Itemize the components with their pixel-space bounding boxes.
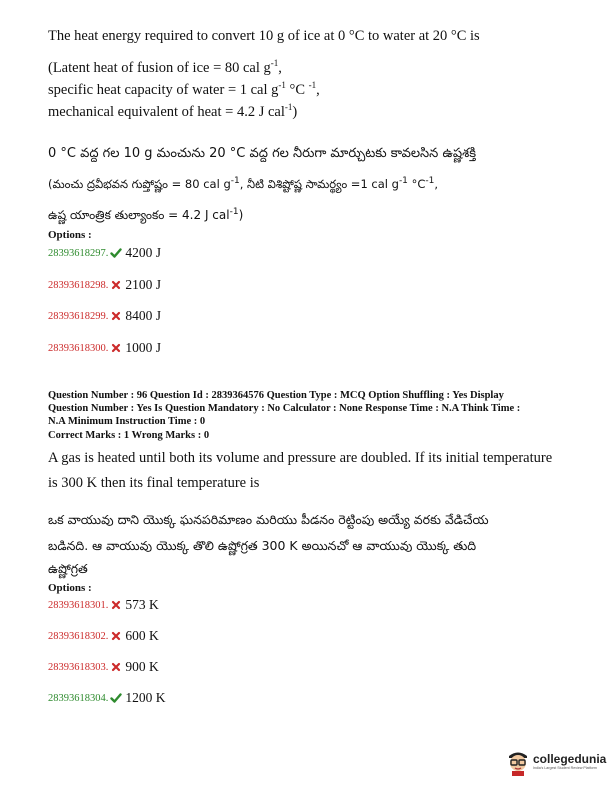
q2-text-telugu-3: ఉష్ణోగ్రత xyxy=(48,561,88,576)
option-value: 573 K xyxy=(125,597,159,612)
option-value: 900 K xyxy=(125,659,159,674)
q1-telugu-data-line-2: ఉష్ణ యాంత్రిక తుల్యాంకం = 4.2 J cal$^{-1}$) xyxy=(48,207,244,222)
option-id: 28393618298. xyxy=(48,279,109,291)
cross-icon xyxy=(110,599,122,611)
option-value: 4200 J xyxy=(125,245,162,260)
option-value: 600 K xyxy=(125,628,159,643)
q1-data-line-3: mechanical equivalent of heat = 4.2 J cal$^{-1}$) xyxy=(48,102,298,120)
q1-telugu-data-line-1: (మంచు ద్రవీభవన గుప్తోష్ణం = 80 cal $g^{-1}$, నీటి విశిష్టోష్ణ సామర్థ్యం =1 cal $g^{-1}$ $^\circ C^{-1}$, xyxy=(48,176,438,191)
option-id: 28393618299. xyxy=(48,310,109,322)
q2-option-1[interactable] xyxy=(48,597,159,613)
option-value: 8400 J xyxy=(125,308,162,323)
q1-text-telugu: 0 °C వద్ద గల 10 g మంచును 20 °C వద్ద గల నీరుగా మార్చుటకు కావలసిన ఉష్ణశక్తి xyxy=(48,146,477,161)
q1-option-3[interactable] xyxy=(48,308,161,324)
cross-icon xyxy=(110,630,122,642)
cross-icon xyxy=(110,279,122,291)
option-id: 28393618297. xyxy=(48,247,109,259)
check-icon xyxy=(110,247,122,259)
q2-meta-line-2: Question Number : Yes Is Question Mandatory : No Calculator : None Response Time : N.A Think Time : xyxy=(48,403,521,414)
q1-data-line-1: (Latent heat of fusion of ice = 80 cal $g^{-1}$, xyxy=(48,58,282,76)
q2-option-4[interactable] xyxy=(48,690,166,706)
q2-text-line-1: A gas is heated until both its volume and pressure are doubled. If its initial temperature xyxy=(48,450,553,466)
check-icon xyxy=(110,692,122,704)
logo-tagline: India's Largest Student Review Platform xyxy=(533,766,597,770)
q2-text-line-2: is 300 K then its final temperature is xyxy=(48,475,260,491)
q2-option-2[interactable] xyxy=(48,628,159,644)
logo-name: collegedunia xyxy=(533,752,607,766)
option-id: 28393618303. xyxy=(48,661,109,673)
q1-option-4[interactable] xyxy=(48,340,161,356)
q2-text-telugu-2: బడినది. ఆ వాయువు యొక్క తొలి ఉష్ణోగ్రత 300 K అయినచో ఆ వాయువు యొక్క తుది xyxy=(48,538,477,553)
q1-option-1[interactable] xyxy=(48,245,161,261)
q2-meta-line-3: N.A Minimum Instruction Time : 0 xyxy=(48,416,206,427)
option-value: 1000 J xyxy=(125,340,162,355)
q1-text: The heat energy required to convert 10 g of ice at 0 °C to water at 20 °C is xyxy=(48,28,480,44)
cross-icon xyxy=(110,661,122,673)
q2-options-label: Options : xyxy=(48,582,92,594)
q2-meta-line-1: Question Number : 96 Question Id : 2839364576 Question Type : MCQ Option Shuffling : Yes Display xyxy=(48,390,504,401)
q2-meta-line-4: Correct Marks : 1 Wrong Marks : 0 xyxy=(48,430,210,441)
q2-text-telugu-1: ఒక వాయువు దాని యొక్క ఘనపరిమాణం మరియు పీడనం రెట్టింపు అయ్యే వరకు వేడిచేయ xyxy=(48,512,489,527)
option-value: 1200 K xyxy=(125,690,166,705)
collegedunia-logo xyxy=(506,748,606,776)
mascot-icon xyxy=(506,748,530,776)
option-id: 28393618304. xyxy=(48,692,109,704)
q1-data-line-2: specific heat capacity of water = 1 cal $g^{-1}$ °C $^{-1}$, xyxy=(48,80,320,98)
q2-option-3[interactable] xyxy=(48,659,159,675)
cross-icon xyxy=(110,342,122,354)
q1-option-2[interactable] xyxy=(48,277,161,293)
option-id: 28393618302. xyxy=(48,630,109,642)
option-value: 2100 J xyxy=(125,277,162,292)
option-id: 28393618300. xyxy=(48,342,109,354)
cross-icon xyxy=(110,310,122,322)
q1-options-label: Options : xyxy=(48,229,92,241)
option-id: 28393618301. xyxy=(48,599,109,611)
